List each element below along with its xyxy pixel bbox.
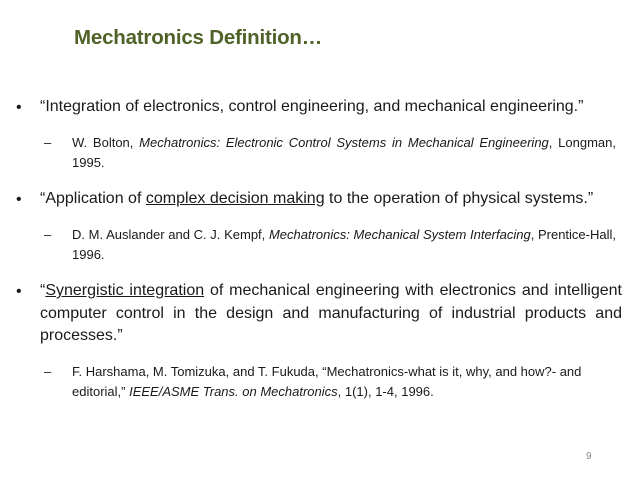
dash-marker: – — [44, 227, 52, 242]
bullet-marker: • — [16, 283, 22, 300]
dash-marker: – — [44, 135, 52, 150]
bullet-text-before: “ — [40, 282, 46, 299]
bullet-item-3 — [10, 280, 622, 348]
underlined-phrase: complex decision making — [145, 190, 325, 207]
citation-publisher: , Prentice-Hall, 1996. — [72, 227, 616, 262]
citation-text — [72, 225, 616, 265]
bullet-text-after: of mechanical engineering with electronics and intelligent computer control in the design and manufacturing of industrial products and processes.” — [40, 282, 622, 344]
bullet-text — [40, 280, 622, 348]
citation-volume: , 1(1), 1-4, 1996. — [337, 384, 434, 399]
citation-2 — [44, 225, 616, 265]
citation-authors: W. Bolton, — [72, 135, 140, 150]
citation-journal: IEEE/ASME Trans. on Mechatronics — [129, 384, 338, 399]
bullet-text: “Integration of electronics, control engineering, and mechanical engineering.” — [40, 98, 584, 115]
citation-3 — [44, 362, 616, 402]
bullet-marker: • — [16, 99, 22, 116]
citation-authors: F. Harshama, M. Tomizuka, and T. Fukuda, “Mechatronics-what is it, why, and how?- and editorial,” — [72, 364, 582, 399]
bullet-item-2 — [10, 188, 622, 212]
bullet-item-1 — [10, 96, 622, 120]
citation-title: Mechatronics: Mechanical System Interfacing — [268, 227, 531, 242]
citation-title: Mechatronics: Electronic Control Systems in Mechanical Engineering — [139, 135, 549, 150]
page-number: 9 — [586, 451, 592, 462]
slide-title: Mechatronics Definition… — [74, 26, 323, 49]
citation-publisher: , Longman, 1995. — [72, 135, 616, 170]
bullet-marker: • — [16, 191, 22, 208]
citation-1 — [44, 133, 616, 173]
bullet-text — [40, 188, 622, 212]
citation-text — [72, 133, 616, 173]
dash-marker: – — [44, 364, 52, 379]
underlined-phrase: Synergistic integration — [45, 282, 205, 299]
citation-text — [72, 362, 616, 402]
bullet-text-before: “Application of — [40, 190, 146, 207]
bullet-text-after: to the operation of physical systems.” — [324, 190, 594, 207]
citation-authors: D. M. Auslander and C. J. Kempf, — [72, 227, 269, 242]
